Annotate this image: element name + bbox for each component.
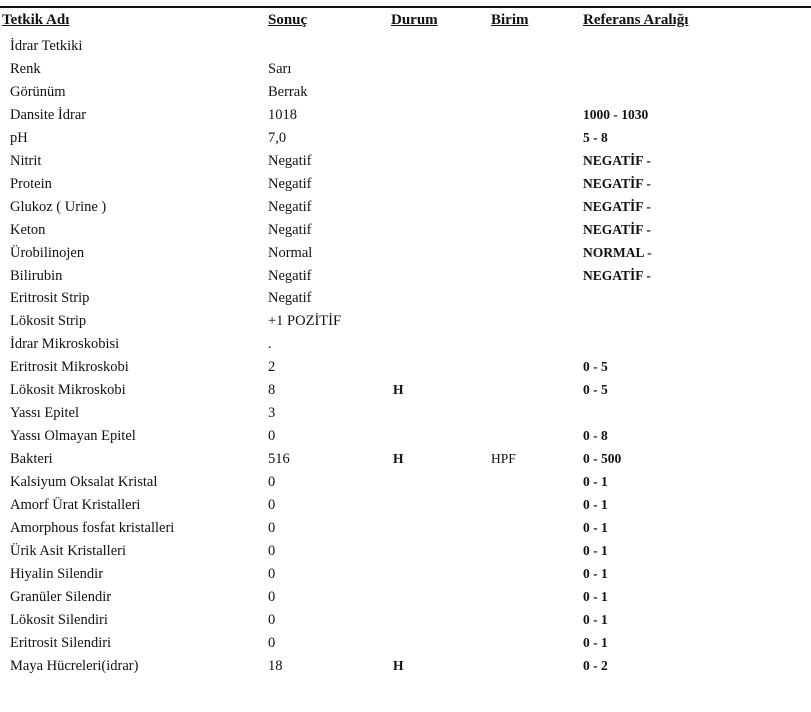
table-row bbox=[0, 543, 811, 566]
header-unit: Birim bbox=[491, 12, 529, 28]
result-value: 3 bbox=[268, 405, 276, 422]
reference-range: 0 - 1 bbox=[583, 588, 608, 604]
test-name: Maya Hücreleri(idrar) bbox=[10, 657, 139, 674]
header-result: Sonuç bbox=[268, 12, 308, 28]
reference-range: 1000 - 1030 bbox=[583, 106, 649, 122]
reference-range: 0 - 5 bbox=[583, 359, 608, 375]
table-row bbox=[0, 38, 811, 61]
result-value: 0 bbox=[268, 428, 276, 445]
test-name: Granüler Silendir bbox=[10, 588, 112, 605]
table-row bbox=[0, 336, 811, 359]
reference-range: 0 - 1 bbox=[583, 611, 608, 627]
reference-range: 0 - 2 bbox=[583, 657, 608, 673]
result-value: Negatif bbox=[268, 221, 312, 238]
header-status: Durum bbox=[391, 12, 438, 28]
test-name: İdrar Mikroskobisi bbox=[10, 336, 120, 353]
test-name: Nitrit bbox=[10, 152, 42, 169]
reference-range: 0 - 1 bbox=[583, 634, 608, 650]
reference-range: 0 - 8 bbox=[583, 428, 608, 444]
test-name: Eritrosit Silendiri bbox=[10, 634, 112, 651]
test-name: Lökosit Strip bbox=[10, 313, 87, 330]
table-row bbox=[0, 612, 811, 635]
header-test-name: Tetkik Adı bbox=[2, 12, 70, 28]
result-value: . bbox=[268, 336, 272, 353]
table-row bbox=[0, 658, 811, 681]
status-flag: H bbox=[393, 451, 404, 467]
test-name: Yassı Epitel bbox=[10, 405, 80, 422]
test-name: Lökosit Mikroskobi bbox=[10, 382, 126, 399]
test-name: Yassı Olmayan Epitel bbox=[10, 428, 136, 445]
table-row bbox=[0, 589, 811, 612]
result-value: 0 bbox=[268, 588, 276, 605]
table-row bbox=[0, 313, 811, 336]
reference-range: 5 - 8 bbox=[583, 129, 608, 145]
reference-range: 0 - 1 bbox=[583, 565, 608, 581]
table-row bbox=[0, 428, 811, 451]
result-value: 516 bbox=[268, 451, 290, 468]
test-name: Ürobilinojen bbox=[10, 244, 85, 261]
test-name: pH bbox=[10, 129, 28, 146]
test-name: Ürik Asit Kristalleri bbox=[10, 542, 126, 559]
table-row bbox=[0, 153, 811, 176]
test-name: Kalsiyum Oksalat Kristal bbox=[10, 474, 158, 491]
top-divider bbox=[0, 6, 811, 8]
table-row bbox=[0, 130, 811, 153]
test-name: Amorf Ürat Kristalleri bbox=[10, 497, 141, 513]
result-value: 1018 bbox=[268, 106, 297, 123]
result-value: 0 bbox=[268, 542, 276, 559]
result-value: Normal bbox=[268, 244, 313, 261]
unit-value: HPF bbox=[491, 451, 516, 467]
table-row bbox=[0, 474, 811, 497]
test-name: Bakteri bbox=[10, 451, 53, 468]
table-row bbox=[0, 290, 811, 313]
test-name: Eritrosit Strip bbox=[10, 290, 90, 307]
test-name: İdrar Tetkiki bbox=[10, 38, 83, 54]
table-row bbox=[0, 359, 811, 382]
test-name: Lökosit Silendiri bbox=[10, 611, 108, 628]
reference-range: 0 - 1 bbox=[583, 474, 608, 490]
table-row bbox=[0, 566, 811, 589]
table-row bbox=[0, 61, 811, 84]
result-value: 18 bbox=[268, 657, 283, 674]
test-name: Amorphous fosfat kristalleri bbox=[10, 519, 175, 536]
reference-range: NEGATİF - bbox=[583, 267, 651, 283]
status-flag: H bbox=[393, 657, 404, 673]
reference-range: NORMAL - bbox=[583, 244, 652, 260]
table-row bbox=[0, 222, 811, 245]
result-value: 0 bbox=[268, 565, 276, 582]
result-value: Sarı bbox=[268, 60, 292, 77]
result-value: Negatif bbox=[268, 175, 312, 192]
reference-range: 0 - 1 bbox=[583, 497, 608, 512]
result-value: Berrak bbox=[268, 83, 308, 100]
reference-range: 0 - 5 bbox=[583, 382, 608, 398]
test-name: Bilirubin bbox=[10, 267, 63, 284]
result-value: 0 bbox=[268, 497, 276, 513]
table-row bbox=[0, 268, 811, 291]
test-name: Eritrosit Mikroskobi bbox=[10, 359, 129, 376]
result-value: Negatif bbox=[268, 198, 312, 215]
table-row bbox=[0, 497, 811, 520]
table-row bbox=[0, 84, 811, 107]
test-name: Keton bbox=[10, 221, 46, 238]
test-name: Renk bbox=[10, 60, 41, 77]
reference-range: 0 - 500 bbox=[583, 451, 622, 467]
result-value: 0 bbox=[268, 611, 276, 628]
table-row bbox=[0, 176, 811, 199]
result-value: 8 bbox=[268, 382, 276, 399]
reference-range: 0 - 1 bbox=[583, 519, 608, 535]
table-row bbox=[0, 107, 811, 130]
table-row bbox=[0, 199, 811, 222]
result-value: 7,0 bbox=[268, 129, 287, 146]
reference-range: NEGATİF - bbox=[583, 198, 651, 214]
result-value: 0 bbox=[268, 634, 276, 651]
reference-range: NEGATİF - bbox=[583, 175, 651, 191]
result-value: Negatif bbox=[268, 290, 312, 307]
test-name: Dansite İdrar bbox=[10, 106, 87, 123]
test-name: Glukoz ( Urine ) bbox=[10, 198, 107, 215]
test-name: Görünüm bbox=[10, 83, 66, 100]
table-row bbox=[0, 451, 811, 474]
test-name: Protein bbox=[10, 175, 52, 192]
result-value: Negatif bbox=[268, 152, 312, 169]
result-value: 0 bbox=[268, 474, 276, 491]
table-row bbox=[0, 405, 811, 428]
result-value: Negatif bbox=[268, 267, 312, 284]
reference-range: NEGATİF - bbox=[583, 152, 651, 168]
table-row bbox=[0, 520, 811, 543]
table-row bbox=[0, 245, 811, 268]
table-row bbox=[0, 382, 811, 405]
reference-range: 0 - 1 bbox=[583, 542, 608, 558]
result-value: +1 POZİTİF bbox=[268, 313, 342, 330]
result-value: 0 bbox=[268, 519, 276, 536]
header-reference: Referans Aralığı bbox=[583, 12, 689, 28]
status-flag: H bbox=[393, 382, 404, 398]
reference-range: NEGATİF - bbox=[583, 221, 651, 237]
test-name: Hiyalin Silendir bbox=[10, 565, 104, 582]
result-value: 2 bbox=[268, 359, 276, 376]
table-row bbox=[0, 635, 811, 658]
